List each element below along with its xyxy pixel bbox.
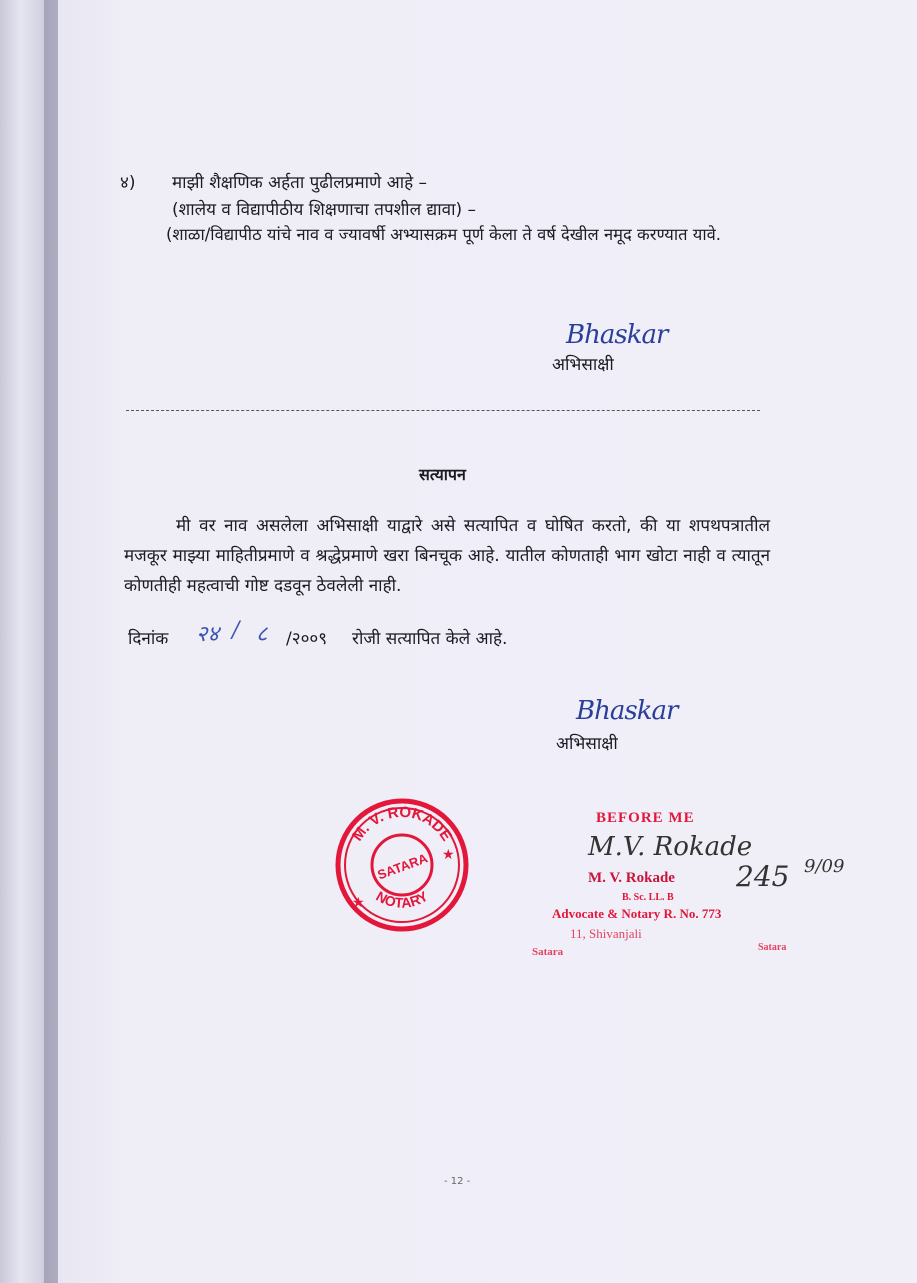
date-month: ८: [256, 622, 268, 647]
notary-before-me: BEFORE ME: [596, 810, 695, 826]
item-line-2: (शालेय व विद्यापीठीय शिक्षणाचा तपशील द्यावा) –: [172, 200, 477, 220]
date-year: /२००९: [286, 629, 328, 649]
signature-1: Bhaskar: [566, 320, 668, 350]
seal-bottom-text: NOTARY: [373, 887, 431, 911]
notary-handwritten-name: M.V. Rokade: [588, 832, 753, 862]
signature-1-label: अभिसाक्षी: [552, 355, 614, 375]
seal-star-left-icon: ★: [352, 895, 365, 911]
seal-top-text: M. V. ROKADE: [348, 803, 456, 845]
verification-title: सत्यापन: [419, 465, 466, 484]
section-divider: [126, 410, 760, 411]
svg-text:NOTARY: [373, 887, 431, 910]
round-notary-seal: [332, 795, 472, 935]
notary-handwritten-number: 245: [736, 860, 790, 893]
signature-2-label: अभिसाक्षी: [556, 734, 618, 754]
signature-2: Bhaskar: [576, 696, 678, 726]
seal-star-right-icon: ★: [442, 847, 455, 863]
notary-city-right: Satara: [758, 942, 787, 953]
seal-center-text: SATARA: [375, 850, 430, 883]
notary-degree: B. Sc. LL. B: [622, 892, 674, 903]
date-suffix: रोजी सत्यापित केले आहे.: [352, 629, 508, 649]
page-number: - 12 -: [444, 1176, 471, 1187]
date-separator-1: /: [232, 618, 240, 643]
notary-address: 11, Shivanjali: [570, 926, 642, 941]
verification-paragraph: मी वर नाव असलेला अभिसाक्षी याद्वारे असे सत्यापित व घोषित करतो, की या शपथपत्रातील मजकूर माझ्या माहितीप्रमाणे व श्रद्धेप्रमाणे खरा बिनचूक आहे. यातील कोणताही भाग खोटा नाही व त्यातून कोणतीही महत्वाची गोष्ट दडवून ठेवलेली नाही.: [124, 516, 770, 596]
notary-city-left: Satara: [532, 946, 564, 958]
item-line-1: माझी शैक्षणिक अर्हता पुढीलप्रमाणे आहे –: [172, 173, 428, 193]
svg-text:M. V. ROKADE: [349, 804, 455, 844]
notary-handwritten-fraction: 9/09: [804, 856, 845, 877]
notary-handwriting: [588, 828, 848, 908]
date-label: दिनांक: [128, 629, 169, 649]
item-line-3: (शाळा/विद्यापीठ यांचे नाव व ज्यावर्षी अभ्यासक्रम पूर्ण केला ते वर्ष देखील नमूद करण्यात यावे.: [166, 225, 722, 244]
item-number: ४): [120, 173, 136, 193]
notary-registration: Advocate & Notary R. No. 773: [552, 906, 722, 921]
notary-name: M. V. Rokade: [588, 870, 675, 886]
date-day: २४: [196, 622, 219, 647]
